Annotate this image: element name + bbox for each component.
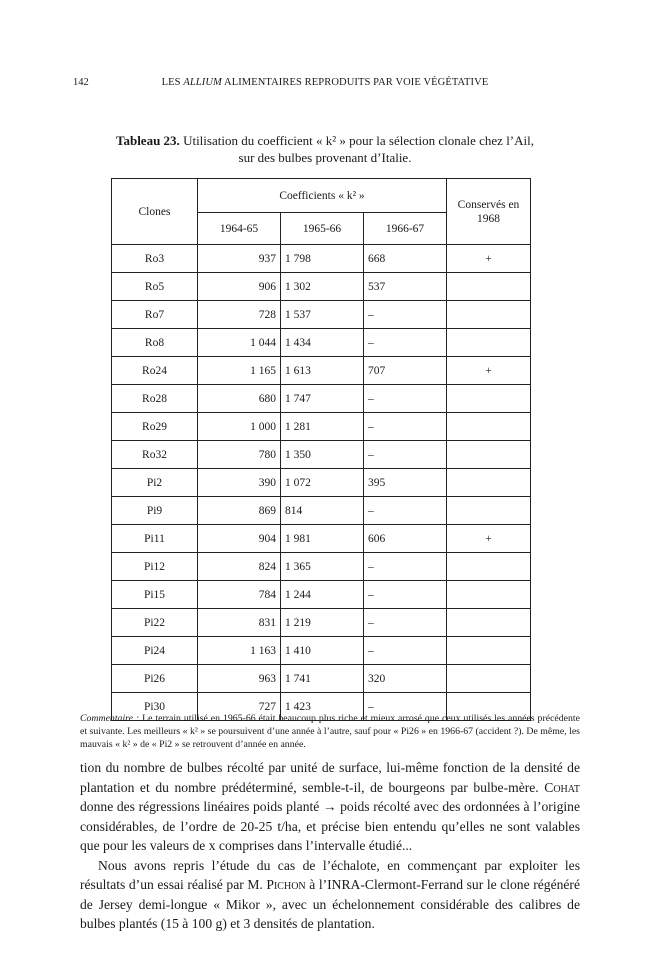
clone-cell: Ro8 bbox=[112, 329, 198, 357]
value-1966-67: – bbox=[364, 497, 447, 525]
kept-cell bbox=[447, 581, 531, 609]
table-row bbox=[112, 637, 531, 665]
value-1964-65: 727 bbox=[198, 693, 281, 721]
clone-cell: Ro32 bbox=[112, 441, 198, 469]
value-1965-66: 1 072 bbox=[281, 469, 364, 497]
value-1964-65: 824 bbox=[198, 553, 281, 581]
caption-line-2: sur des bulbes provenant d’Italie. bbox=[238, 150, 412, 165]
value-1966-67: – bbox=[364, 441, 447, 469]
table-row bbox=[112, 441, 531, 469]
paragraph-2 bbox=[80, 856, 580, 934]
table-row bbox=[112, 665, 531, 693]
table-row bbox=[112, 329, 531, 357]
table-row bbox=[112, 245, 531, 273]
value-1966-67: – bbox=[364, 637, 447, 665]
value-1964-65: 869 bbox=[198, 497, 281, 525]
value-1966-67: 707 bbox=[364, 357, 447, 385]
value-1964-65: 1 000 bbox=[198, 413, 281, 441]
kept-cell bbox=[447, 273, 531, 301]
value-1966-67: – bbox=[364, 553, 447, 581]
running-head bbox=[0, 77, 650, 88]
clone-cell: Ro7 bbox=[112, 301, 198, 329]
kept-cell bbox=[447, 329, 531, 357]
value-1966-67: – bbox=[364, 301, 447, 329]
table-row bbox=[112, 553, 531, 581]
value-1965-66: 1 537 bbox=[281, 301, 364, 329]
paragraph-1-text-b: donne des régressions linéaires poids planté → poids récolté avec des ordonnées à l’origine considérables, de l’ordre de 20-25 t/ha, et précise bien entendu qu’elles ne sont valables que pour les valeurs de x comprises dans l’intervalle étudié... bbox=[80, 799, 580, 853]
author-pichon: Pichon bbox=[266, 877, 306, 892]
value-1964-65: 680 bbox=[198, 385, 281, 413]
value-1964-65: 1 165 bbox=[198, 357, 281, 385]
value-1966-67: 668 bbox=[364, 245, 447, 273]
clone-cell: Pi30 bbox=[112, 693, 198, 721]
value-1965-66: 1 302 bbox=[281, 273, 364, 301]
commentary-label: Commentaire : bbox=[80, 713, 140, 724]
body-text bbox=[80, 758, 580, 934]
value-1966-67: – bbox=[364, 581, 447, 609]
clone-cell: Pi12 bbox=[112, 553, 198, 581]
clone-cell: Pi26 bbox=[112, 665, 198, 693]
data-table bbox=[111, 178, 531, 721]
value-1965-66: 1 981 bbox=[281, 525, 364, 553]
table-label: Tableau 23. bbox=[115, 133, 180, 148]
value-1966-67: – bbox=[364, 609, 447, 637]
value-1966-67: – bbox=[364, 385, 447, 413]
clone-cell: Ro3 bbox=[112, 245, 198, 273]
value-1964-65: 1 163 bbox=[198, 637, 281, 665]
table-row bbox=[112, 413, 531, 441]
kept-cell: + bbox=[447, 357, 531, 385]
clone-cell: Ro29 bbox=[112, 413, 198, 441]
paragraph-1 bbox=[80, 758, 580, 856]
running-head-italic: ALLIUM bbox=[183, 77, 222, 88]
kept-cell bbox=[447, 497, 531, 525]
value-1965-66: 1 613 bbox=[281, 357, 364, 385]
paragraph-2-text-b: à l’INRA-Clermont-Ferrand sur le clone régénéré de Jersey demi-longue « Mikor », avec un échelonnement considérable des calibres de bulbes plantés (15 à 100 g) et 3 densités de plantation. bbox=[80, 877, 580, 931]
value-1966-67: 395 bbox=[364, 469, 447, 497]
table-row bbox=[112, 357, 531, 385]
table-row bbox=[112, 581, 531, 609]
header-clones: Clones bbox=[112, 179, 198, 245]
clone-cell: Ro24 bbox=[112, 357, 198, 385]
paragraph-2-text-a: Nous avons repris l’étude du cas de l’échalote, en commençant par exploiter les résultats d’un essai réalisé par M. bbox=[80, 857, 580, 892]
value-1966-67: 537 bbox=[364, 273, 447, 301]
value-1965-66: 814 bbox=[281, 497, 364, 525]
kept-cell: + bbox=[447, 525, 531, 553]
value-1965-66: 1 365 bbox=[281, 553, 364, 581]
clone-cell: Pi22 bbox=[112, 609, 198, 637]
table-row bbox=[112, 385, 531, 413]
header-year-2: 1965-66 bbox=[281, 213, 364, 245]
value-1965-66: 1 423 bbox=[281, 693, 364, 721]
table-row bbox=[112, 273, 531, 301]
kept-cell bbox=[447, 609, 531, 637]
value-1964-65: 937 bbox=[198, 245, 281, 273]
table-row bbox=[112, 301, 531, 329]
kept-cell bbox=[447, 637, 531, 665]
clone-cell: Pi15 bbox=[112, 581, 198, 609]
value-1965-66: 1 350 bbox=[281, 441, 364, 469]
value-1965-66: 1 798 bbox=[281, 245, 364, 273]
kept-cell bbox=[447, 413, 531, 441]
table-row bbox=[112, 525, 531, 553]
clone-cell: Pi24 bbox=[112, 637, 198, 665]
table-commentary bbox=[80, 712, 580, 751]
kept-cell bbox=[447, 469, 531, 497]
table-row bbox=[112, 469, 531, 497]
value-1966-67: – bbox=[364, 693, 447, 721]
clone-cell: Ro5 bbox=[112, 273, 198, 301]
value-1964-65: 1 044 bbox=[198, 329, 281, 357]
table-row bbox=[112, 609, 531, 637]
value-1964-65: 904 bbox=[198, 525, 281, 553]
value-1964-65: 390 bbox=[198, 469, 281, 497]
value-1964-65: 780 bbox=[198, 441, 281, 469]
header-year-3: 1966-67 bbox=[364, 213, 447, 245]
clone-cell: Ro28 bbox=[112, 385, 198, 413]
clone-cell: Pi11 bbox=[112, 525, 198, 553]
value-1964-65: 906 bbox=[198, 273, 281, 301]
value-1964-65: 728 bbox=[198, 301, 281, 329]
paragraph-1-text-a: tion du nombre de bulbes récolté par unité de surface, lui-même fonction de la densité de plantation et du nombre prédéterminé, semble-t-il, de bourgeons par bulbe-mère. bbox=[80, 760, 580, 795]
header-year-1: 1964-65 bbox=[198, 213, 281, 245]
kept-cell bbox=[447, 385, 531, 413]
value-1965-66: 1 219 bbox=[281, 609, 364, 637]
running-head-pre: LES bbox=[161, 77, 184, 88]
clone-cell: Pi2 bbox=[112, 469, 198, 497]
value-1965-66: 1 741 bbox=[281, 665, 364, 693]
header-kept: Conservés en 1968 bbox=[447, 179, 531, 245]
running-head-post: ALIMENTAIRES REPRODUITS PAR VOIE VÉGÉTATIVE bbox=[221, 77, 489, 88]
value-1964-65: 963 bbox=[198, 665, 281, 693]
table-row bbox=[112, 497, 531, 525]
commentary-text: Le terrain utilisé en 1965-66 était beaucoup plus riche et mieux arrosé que ceux utilisés les années précédente et suivante. Les meilleurs « k² » se poursuivent d’une année à l’autre, sauf pour « Pi26 » en 1966-67 (accident ?). De même, les mauvais « k² » de « Pi2 » se retrouvent d’année en année. bbox=[80, 713, 580, 750]
kept-cell bbox=[447, 441, 531, 469]
value-1966-67: – bbox=[364, 329, 447, 357]
value-1964-65: 831 bbox=[198, 609, 281, 637]
value-1964-65: 784 bbox=[198, 581, 281, 609]
value-1965-66: 1 434 bbox=[281, 329, 364, 357]
clone-cell: Pi9 bbox=[112, 497, 198, 525]
value-1965-66: 1 410 bbox=[281, 637, 364, 665]
value-1966-67: – bbox=[364, 413, 447, 441]
table-caption bbox=[80, 132, 570, 166]
value-1965-66: 1 281 bbox=[281, 413, 364, 441]
kept-cell bbox=[447, 553, 531, 581]
kept-cell bbox=[447, 301, 531, 329]
caption-line-1: Utilisation du coefficient « k² » pour la sélection clonale chez l’Ail, bbox=[179, 133, 534, 148]
value-1966-67: 320 bbox=[364, 665, 447, 693]
author-cohat: Cohat bbox=[544, 779, 580, 795]
value-1966-67: 606 bbox=[364, 525, 447, 553]
header-coefficients: Coefficients « k² » bbox=[198, 179, 447, 213]
table-body bbox=[112, 245, 531, 721]
page-number: 142 bbox=[73, 77, 89, 88]
kept-cell: + bbox=[447, 245, 531, 273]
value-1965-66: 1 244 bbox=[281, 581, 364, 609]
value-1965-66: 1 747 bbox=[281, 385, 364, 413]
kept-cell bbox=[447, 665, 531, 693]
